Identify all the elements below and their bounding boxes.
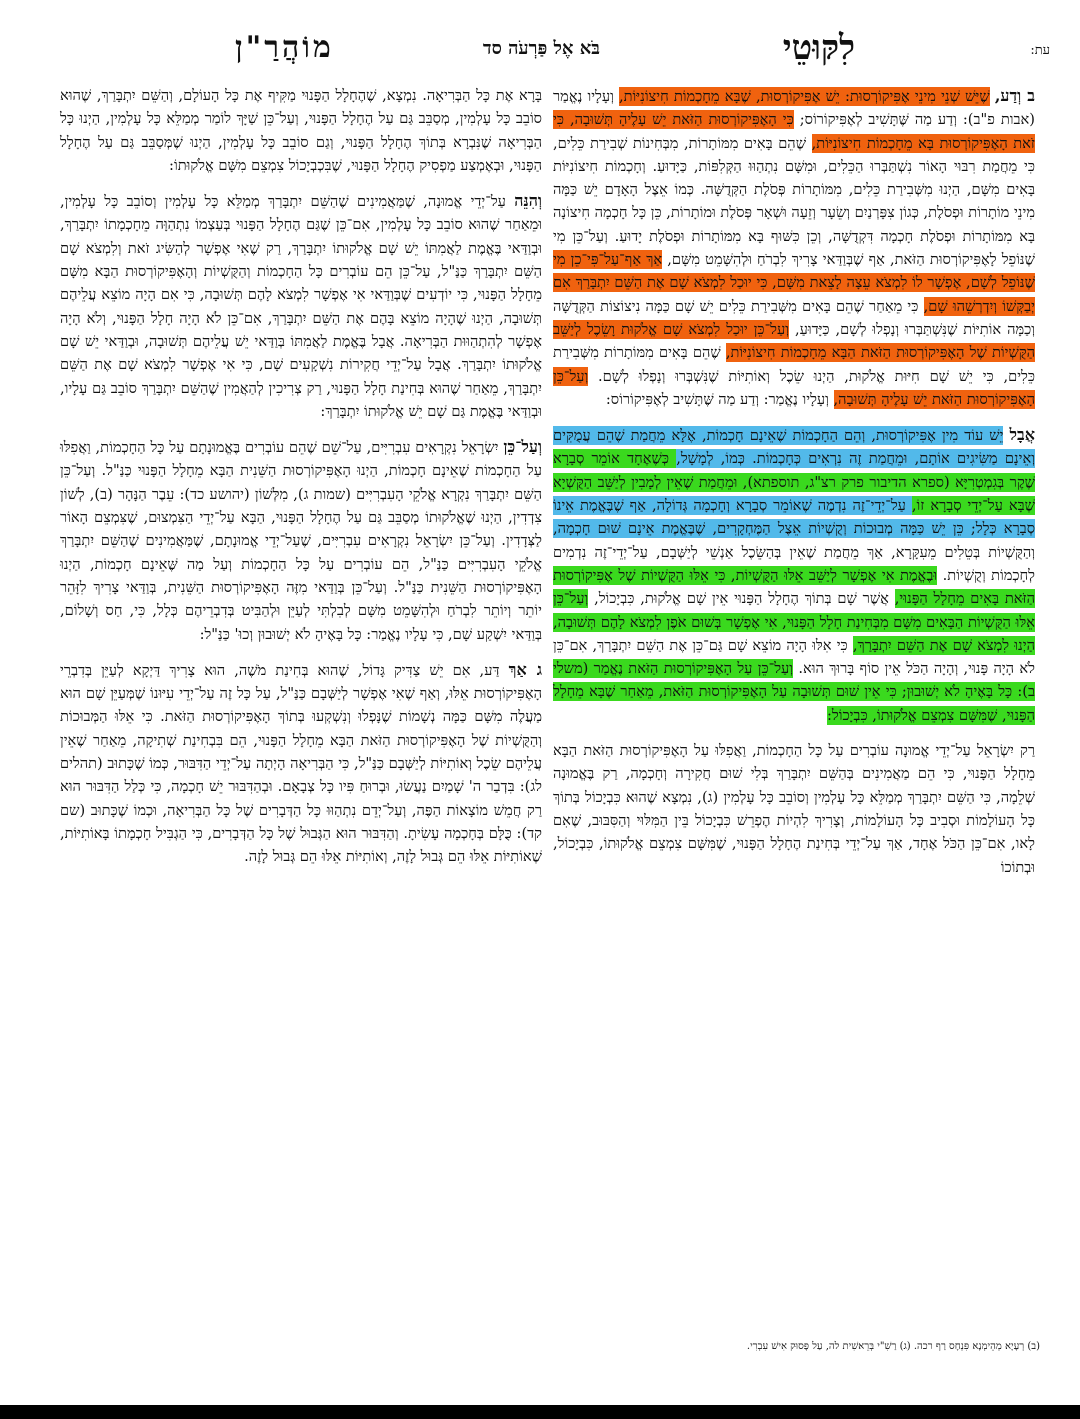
highlight-blue: יֵשׁ עוֹד מִין אֶפִּיקוֹרְסוּת, וְהֵם הַחָכְמוֹת שֶׁאֵינָם חָכְמוֹת, אֶלָּא מֵחֲמַת שֶׁהֵם עֲמֻקִּים וְאֵינָם מַשִּׂיגִים אוֹתָם, וּמֵחֲמַת זֶה נִרְאִים כְּחָכְמוֹת. כְּמוֹ, לְמָשָׁל, xyxy=(553,427,1035,468)
text-segment: אֲשֶׁר שָׁם בְּתוֹךְ הֶחָלָל הַפָּנוּי אֵין שָׁם אֱלֹקוּת, כִּבְיָכוֹל, xyxy=(588,590,895,608)
text-segment: כִּי מֵאַחַר שֶׁהֵם בָּאִים מִשְּׁבִירַת כֵּלִים יֵשׁ שָׁם כַּמָּה נִיצוֹצוֹת הַקְּדֻשָּׁה וְכַמָּה אוֹתִיּוֹת שֶׁנִּשְׁתַּבְּרוּ וְנָפְלוּ לְשָׁם, כַּיָּדוּעַ, xyxy=(553,297,1035,338)
highlight-green: כְּשֶׁאֶחָד אוֹמֵר סְבָרָא שֶׁקֶר בְּגִמְטְרִיָּא (ספרא הדיבור פרק רצ"ג, תוספתא), וּמֵחֲמַת שֶׁאֵין לְמָבִין לְיַשֵּׁב הַקֻּשְׁיָא שֶׁבָּא עַל־יְדֵי סְבָרָא זוֹ, xyxy=(553,450,1035,515)
screen-bottom-bar xyxy=(0,1405,1080,1419)
text-segment: עַל־יְדֵי אֱמוּנָה, שֶׁמַּאֲמִינִים שֶׁהַשֵּׁם יִתְבָּרַךְ מְמַלֵּא כָּל עָלְמִין וְסוֹבֵב כָּל עָלְמִין, וּמֵאַחַר שֶׁהוּא סוֹבֵב כָּל עָלְמִין, אִם־כֵּן שֶׁגַּם הֶחָלָל הַפָּנוּי בְּעַצְמוֹ נִתְהַוָּה מֵחָכְמָתוֹ יִתְבָּרַךְ, וּבְוַדַּאי בֶּאֱמֶת לַאֲמִתּוֹ יֵשׁ שָׁם אֱלֹקוּתוֹ יִתְבָּרַךְ, רַק שֶׁאִי אֶפְשָׁר לְהַשִּׂיג זֹאת וְלִמְצֹא שָׁם הַשֵּׁם יִתְבָּרַךְ כַּנַּ"ל, עַל־כֵּן הֵם עוֹבְרִים כָּל הַחָכְמוֹת וְהַקֻּשְׁיוֹת וְהָאֶפִּיקוֹרְסוּת הַבָּא מִשָּׁם מֵחָלָל הַפָּנוּי, כִּי יוֹדְעִים שֶׁבְּוַדַּאי אִי אֶפְשָׁר לִמְצֹא לָהֶם תְּשׁוּבָה, כִּי אִם הָיָה מוֹצֵא עֲלֵיהֶם תְּשׁוּבָה, הַיְנוּ שֶׁהָיָה מוֹצֵא בָּהֶם אֶת הַשֵּׁם יִתְבָּרַךְ, אִם־כֵּן לֹא הָיָה חָלָל הַפָּנוּי, וְלֹא הָיָה אֶפְשָׁר לְהִתְהַוּוּת הַבְּרִיאָה. אֲבָל בֶּאֱמֶת לַאֲמִתּוֹ בְּוַדַּאי יֵשׁ עֲלֵיהֶם תְּשׁוּבָה, וּבְוַדַּאי יֵשׁ שָׁם אֱלֹקוּתוֹ יִתְבָּרַךְ. אֲבָל עַל־יְדֵי חֲקִירוֹת נִשְׁקָעִים שָׁם, כִּי אִי אֶפְשָׁר לִמְצֹא שָׁם אֶת הַשֵּׁם יִתְבָּרַךְ, מֵאַחַר שֶׁהוּא בְּחִינַת חָלָל הַפָּנוּי, רַק צְרִיכִין לְהַאֲמִין שֶׁהַשֵּׁם יִתְבָּרַךְ סוֹבֵב גַּם עָלָיו, וּבְוַדַּאי בֶּאֱמֶת גַּם שָׁם יֵשׁ אֱלֹקוּתוֹ יִתְבָּרַךְ: xyxy=(60,193,542,420)
text-segment: וְעָלָיו נֶאֱמַר (אבות פ"ב): וְדַע מַה שֶּׁתָּשִׁיב לְאֶפִּיקוֹרוֹס; xyxy=(553,88,1035,129)
highlight-orange: שֶׁיֵּשׁ שְׁנֵי מִינֵי אֶפִּיקוֹרְסוּת: יֵשׁ אֶפִּיקוֹרְסוּת, שֶׁבָּא מֵחָכְמוֹת חִיצוֹנִיּוֹת, xyxy=(619,88,990,105)
paragraph-lead-word: ג אַךְ xyxy=(508,659,543,679)
paragraph-lead-word: וְעַל־כֵּן xyxy=(503,437,542,457)
text-segment: שֶׁהֵם בָּאִים מִמּוֹתָרוֹת, מִבְּחִינוֹת שְׁבִירַת כֵּלִים, כִּי מֵחֲמַת רִבּוּי הָאוֹר נִשְׁתַּבְּרוּ הַכֵּלִים, וּמִשָּׁם נִתְהַוּוּ הַקְּלִפּוֹת, כַּיָּדוּעַ. וְחָכְמוֹת חִיצוֹנִיּוֹת בָּאִים מִשָּׁם, הַיְנוּ מִשְּׁבִירַת כֵּלִים, מִמּוֹתָרוֹת פְּסֹלֶת הַקְּדֻשָּׁה. כְּמוֹ אֵצֶל הָאָדָם יֵשׁ כַּמָּה מִינֵי מוֹתָרוֹת וּפְסֹלֶת, כְּגוֹן צִפָּרְנַיִם וְשֵׂעָר וְזֵעָה וּשְׁאָר פְּסֹלֶת וּמוֹתָרוֹת, כֵּן כָּל חָכְמָה חִיצוֹנָה בָּא מִמּוֹתָרוֹת וּפְסֹלֶת חָכְמָה דִּקְדֻשָּׁה, וְכֵן כִּשּׁוּף בָּא מִמּוֹתָרוֹת וּפְסֹלֶת יָדוּעַ. וְעַל־כֵּן מִי שֶׁנּוֹפֵל לָאֶפִּיקוֹרְסוּת הַזֹּאת, אַף שֶׁבְּוַדַּאי צָרִיךְ לִבְרֹחַ וּלְהִשָּׁמֵט מִשָּׁם, xyxy=(553,134,1036,269)
highlight-green: וּבֶאֱמֶת אִי אֶפְשָׁר לְיַשֵּׁב אֵלּוּ הַקֻּשְׁיוֹת, כִּי אֵלּוּ הַקֻּשְׁיוֹת שֶׁל אֶפִּיקוֹרְסוּת הַזֹּאת בָּאִים מֵחָלָל הַפָּנוּי, xyxy=(553,566,1035,608)
text-segment: וְעָלָיו נֶאֱמַר: וְדַע מַה שֶּׁתָּשִׁיב לְאֶפִּיקוֹרוֹס: xyxy=(605,390,834,408)
paragraph-lead-word: וְהִנֵּה xyxy=(514,191,542,211)
text-segment: בָּרָא אֶת כָּל הַבְּרִיאָה. נִמְצָא, שֶׁהֶחָלָל הַפָּנוּי מַקִּיף אֶת כָּל הָעוֹלָם, וְהַשֵּׁם יִתְבָּרַךְ, שֶׁהוּא סוֹבֵב כָּל עָלְמִין, מְסַבֵּב גַּם עַל הֶחָלָל הַפָּנוּי, וְעַל־כֵּן שַׁיָּךְ לוֹמַר מְמַלֵּא כָּל עָלְמִין, הַיְנוּ כָּל הַבְּרִיאָה שֶׁנִּבְרָא בְּתוֹךְ הֶחָלָל הַפָּנוּי, וְגַם סוֹבֵב כָּל עָלְמִין, הַיְנוּ שֶׁמְּסַבֵּב גַּם עַל הֶחָלָל הַפָּנוּי, וּבְאֶמְצַע מַפְסִיק הֶחָלָל הַפָּנוּי, שֶׁבִּכְבְיָכוֹל צִמְצֵם מִשָּׁם אֱלֹקוּתוֹ: xyxy=(60,87,542,174)
paragraph-lead-word: ב וְדַע, xyxy=(994,86,1036,105)
text-segment: וְהַקֻּשְׁיוֹת בְּטֵלִים מֵעִקָּרָא, אַךְ מֵחֲמַת שֶׁאֵין בְּהַשֵּׂכֶל אַנְשֵׁי לְיַשְּׁבָם, עַל־יְדֵי־זֶה נִדְמִים לְחָכְמוֹת וְקֻשְׁיוֹת. xyxy=(553,543,1035,584)
header-author-title: מוֹהֲרַ"ן xyxy=(235,30,334,65)
text-segment: כִּי אִלּוּ הָיָה מוֹצֵא שָׁם גַּם־כֵּן אֶת הַשֵּׁם יִתְבָּרַךְ, אִם־כֵּן לֹא הָיָה פָּנוּי, וְהָיָה הַכֹּל אֵין סוֹף בָּרוּךְ הוּא. xyxy=(553,636,1035,678)
left-column-paragraph xyxy=(60,189,542,423)
text-segment: שֶׁהֵם בָּאִים מִמּוֹתָרוֹת מִשְּׁבִירַת כֵּלִים, כִּי יֵשׁ שָׁם חִיּוּת אֱלֹקוּת, הַיְנוּ שֵׂכֶל וְאוֹתִיּוֹת שֶׁנִּשְׁבְּרוּ וְנָפְלוּ לְשָׁם. xyxy=(553,344,1035,385)
highlight-orange: אַךְ אַף־עַל־פִּי־כֵן מִי שֶׁנּוֹפֵל לְשָׁם, אֶפְשָׁר לוֹ לִמְצֹא עֵצָה לָצֵאת מִשָּׁם, כִּי יוּכַל לִמְצֹא שָׁם אֶת הַשֵּׁם יִתְבָּרַךְ אִם יְבַקְּשׁוֹ וְיִדְרְשֵׁהוּ שָׁם, xyxy=(553,251,1035,315)
text-segment: רַק יִשְׂרָאֵל עַל־יְדֵי אֱמוּנָה עוֹבְרִים עַל כָּל הַחָכְמוֹת, וַאֲפִלּוּ עַל הָאֶפִּיקוֹרְסוּת הַזֹּאת הַבָּא מֵחָלָל הַפָּנוּי, כִּי הֵם מַאֲמִינִים בְּהַשֵּׁם יִתְבָּרַךְ בְּלִי שׁוּם חֲקִירָה וְחָכְמָה, רַק בֶּאֱמוּנָה שְׁלֵמָה, כִּי הַשֵּׁם יִתְבָּרַךְ מְמַלֵּא כָּל עָלְמִין וְסוֹבֵב כָּל עָלְמִין (ג), נִמְצָא שֶׁהוּא כִּבְיָכוֹל בְּתוֹךְ כָּל הָעוֹלָמוֹת וּסְבִיב כָּל הָעוֹלָמוֹת, וְצָרִיךְ לִהְיוֹת הֶפְרֵשׁ כִּבְיָכוֹל בֵּין הַמִּלּוּי וְהַסִּבּוּב, שֶׁאִם לָאו, אִם־כֵּן הַכֹּל אֶחָד, אַךְ עַל־יְדֵי בְּחִינַת הֶחָלָל הַפָּנוּי, שֶׁמִּשָּׁם צִמְצֵם אֱלֹקוּתוֹ, כִּבְיָכוֹל, וּבְתוֹכוֹ xyxy=(553,742,1035,876)
left-column-paragraph xyxy=(60,84,542,177)
header-eit-label: עת: xyxy=(1030,43,1050,58)
highlight-green: וְעַל־כֵּן עַל הָאֶפִּיקוֹרְסוּת הַזֹּאת נֶאֱמַר (משלי ב): כָּל בָּאֶיהָ לֹא יְשׁוּבוּן; כִּי אֵין שׁוּם תְּשׁוּבָה עַל הָאֶפִּיקוֹרְסוּת הַזֹּאת, מֵאַחַר שֶׁבָּא מֵחָלָל הַפָּנוּי, שֶׁמִּשָּׁם צִמְצֵם אֱלֹקוּתוֹ, כִּבְיָכוֹל: xyxy=(553,660,1035,724)
text-segment: דַּע, אִם יֵשׁ צַדִּיק גָּדוֹל, שֶׁהוּא בְּחִינַת מֹשֶׁה, הוּא צָרִיךְ דַּיְקָא לְעַיֵּן בְּדִבְרֵי הָאֶפִּיקוֹרְסוּת אֵלּוּ, וְאַף שֶׁאִי אֶפְשָׁר לְיַשְּׁבָם כַּנַּ"ל, עַל כָּל זֶה עַל־יְדֵי עִיּוּנוֹ שֶׁמְּעַיֵּן שָׁם הוּא מַעֲלֶה מִשָּׁם כַּמָּה נְשָׁמוֹת שֶׁנָּפְלוּ וְנִשְׁקְעוּ בְּתוֹךְ הָאֶפִּיקוֹרְסוּת הַזֹּאת. כִּי אֵלּוּ הַמְּבוּכוֹת וְהַקֻּשְׁיוֹת שֶׁל הָאֶפִּיקוֹרְסוּת הַזֹּאת הַבָּא מֵחָלָל הַפָּנוּי, הֵם בִּבְחִינַת שְׁתִיקָה, מֵאַחַר שֶׁאֵין עֲלֵיהֶם שֵׂכֶל וְאוֹתִיּוֹת לְיַשְּׁבָם כַּנַּ"ל, כִּי הַבְּרִיאָה הָיְתָה עַל־יְדֵי הַדִּבּוּר, כְּמוֹ שֶׁכָּתוּב (תהלים לג): בִּדְבַר ה' שָׁמַיִם נַעֲשׂוּ, וּבְרוּחַ פִּיו כָּל צְבָאָם. וּבְהַדִּבּוּר יֵשׁ חָכְמָה, כִּי כְּלַל הַדִּבּוּר הוּא רַק חֲמֵשׁ מוֹצָאוֹת הַפֶּה, וְעַל־יְדֵם נִתְהַוּוּ כָּל הַדְּבָרִים שֶׁל כָּל הַבְּרִיאָה, וּכְמוֹ שֶׁכָּתוּב (שם קד): כֻּלָּם בְּחָכְמָה עָשִׂיתָ. וְהַדִּבּוּר הוּא הַגְּבוּל שֶׁל כָּל הַדְּבָרִים, כִּי הַגְבִּיל חָכְמָתוֹ בָּאוֹתִיּוֹת, שֶׁאוֹתִיּוֹת אֵלּוּ הֵם גְּבוּל לָזֶה, וְאוֹתִיּוֹת אֵלּוּ הֵם גְּבוּל לָזֶה. xyxy=(60,661,542,866)
footnote: (ב) רְעָיָא מְהֵימְנָא פִּנְחָס רַף רכה. (ג) רַשִׁ"י בְּרֵאשִׁית לה, עַל פָּסוּק אִישׁ עִבְרִי. xyxy=(746,1341,1040,1352)
right-text-column xyxy=(553,84,1035,891)
text-segment: יִשְׂרָאֵל נִקְרָאִים עִבְרִיִּים, עַל־שֵׁם שֶׁהֵם עוֹבְרִים בֶּאֱמוּנָתָם עַל כָּל הַחָכְמוֹת, וַאֲפִלּוּ עַל הַחָכְמוֹת שֶׁאֵינָם חָכְמוֹת, הַיְנוּ הָאֶפִּיקוֹרְסוּת הַשֵּׁנִית הַבָּא מֵחָלָל הַפָּנוּי כַּנַּ"ל. וְעַל־כֵּן הַשֵּׁם יִתְבָּרַךְ נִקְרָא אֱלֹקֵי הָעִבְרִיִּים (שמות ג), מִלְּשׁוֹן (יהושע כד): עֵבֶר הַנָּהָר (ב), לְשׁוֹן צִדְדִין, הַיְנוּ שֶׁאֱלֹקוּתוֹ מְסַבֵּב גַּם עַל הֶחָלָל הַפָּנוּי, הַבָּא עַל־יְדֵי הַצִּמְצוּם, שֶׁצִּמְצֵם הָאוֹר לַצְּדָדִין. וְעַל־כֵּן יִשְׂרָאֵל נִקְרָאִים עִבְרִיִּים, שֶׁעַל־יְדֵי אֱמוּנָתָם, שֶׁמַּאֲמִינִים שֶׁהַשֵּׁם יִתְבָּרַךְ אֱלֹקֵי הָעִבְרִיִּים כַּנַּ"ל, הֵם עוֹבְרִים עַל כָּל הַחָכְמוֹת וְעַל מַה שֶּׁאֵינָם חָכְמוֹת, הַיְנוּ הָאֶפִּיקוֹרְסוּת הַשֵּׁנִית כַּנַּ"ל. וְעַל־כֵּן בְּוַדַּאי מִזֶּה הָאֶפִּיקוֹרְסוּת הַשֵּׁנִית, בְּוַדַּאי צָרִיךְ לִזָּהֵר יוֹתֵר וְיוֹתֵר לִבְרֹחַ וּלְהִשָּׁמֵט מִשָּׁם לְבִלְתִּי לְעַיֵּן וּלְהַבִּיט בְּדִבְרֵיהֶם כְּלָל, כִּי, חַס וְשָׁלוֹם, בְּוַדַּאי יִשְׁקַע שָׁם, כִּי עָלָיו נֶאֱמַר: כָּל בָּאֶיהָ לֹא יְשׁוּבוּן וְכוּ' כַּנַּ"ל: xyxy=(60,439,542,643)
right-column-paragraph xyxy=(553,423,1035,727)
header-section-title: בֹּא אֶל פַּרְעֹה סד xyxy=(482,38,600,59)
left-column-paragraph xyxy=(60,658,542,869)
right-column-paragraph xyxy=(553,84,1035,411)
header-book-title: לִקּוּטֵי xyxy=(782,28,855,68)
page-header xyxy=(40,28,1050,72)
right-column-paragraph xyxy=(553,739,1035,879)
highlight-green: וְעַל־כֵּן אֵלּוּ הַקֻּשְׁיוֹת הַבָּאִים מִשָּׁם מִבְּחִינַת חָלָל הַפָּנוּי, אִי אֶפְשָׁר בְּשׁוּם אֹפֶן לִמְצֹא לָהֶם תְּשׁוּבָה, הַיְנוּ לִמְצֹא שָׁם אֶת הַשֵּׁם יִתְבָּרַךְ, xyxy=(553,590,1036,654)
highlight-blue: עַל־יְדֵי־זֶה נִדְמֶה שֶׁאוֹמֵר סְבָרָא וְחָכְמָה גְּדוֹלָה, אַף שֶׁבֶּאֱמֶת אֵינוֹ סְבָרָא כְּלָל; כֵּן יֵשׁ כַּמָּה מְבוּכוֹת וְקֻשְׁיוֹת אֵצֶל הַמֶּחְקָרִים, שֶׁבֶּאֱמֶת אֵינָם שׁוּם חָכְמָה, xyxy=(553,497,1035,538)
highlight-orange: כִּי הָאֶפִּיקוֹרְסוּת הַזֹּאת יֵשׁ עָלֶיהָ תְּשׁוּבָה, כִּי זֹאת הָאֶפִּיקוֹרְסוּת בָּא מֵחָכְמוֹת חִיצוֹנִיּוֹת, xyxy=(553,111,1035,152)
left-column-paragraph xyxy=(60,435,542,646)
left-text-column xyxy=(60,84,542,881)
paragraph-lead-word: אֲבָל xyxy=(1009,425,1036,445)
highlight-orange: וְעַל־כֵּן יוּכַל לִמְצֹא שָׁם אֱלֹקוּת וָשֵׂכֶל לְיַשֵּׁב הַקֻּשְׁיוֹת שֶׁל הָאֶפִּיקוֹרְסוּת הַזֹּאת הַבָּא מֵחָכְמוֹת חִיצוֹנִיּוֹת, xyxy=(553,320,1035,362)
highlight-orange: וְעַל־כֵּן הָאֶפִּיקוֹרְסוּת הַזֹּאת יֵשׁ עָלֶיהָ תְּשׁוּבָה, xyxy=(553,367,1035,408)
